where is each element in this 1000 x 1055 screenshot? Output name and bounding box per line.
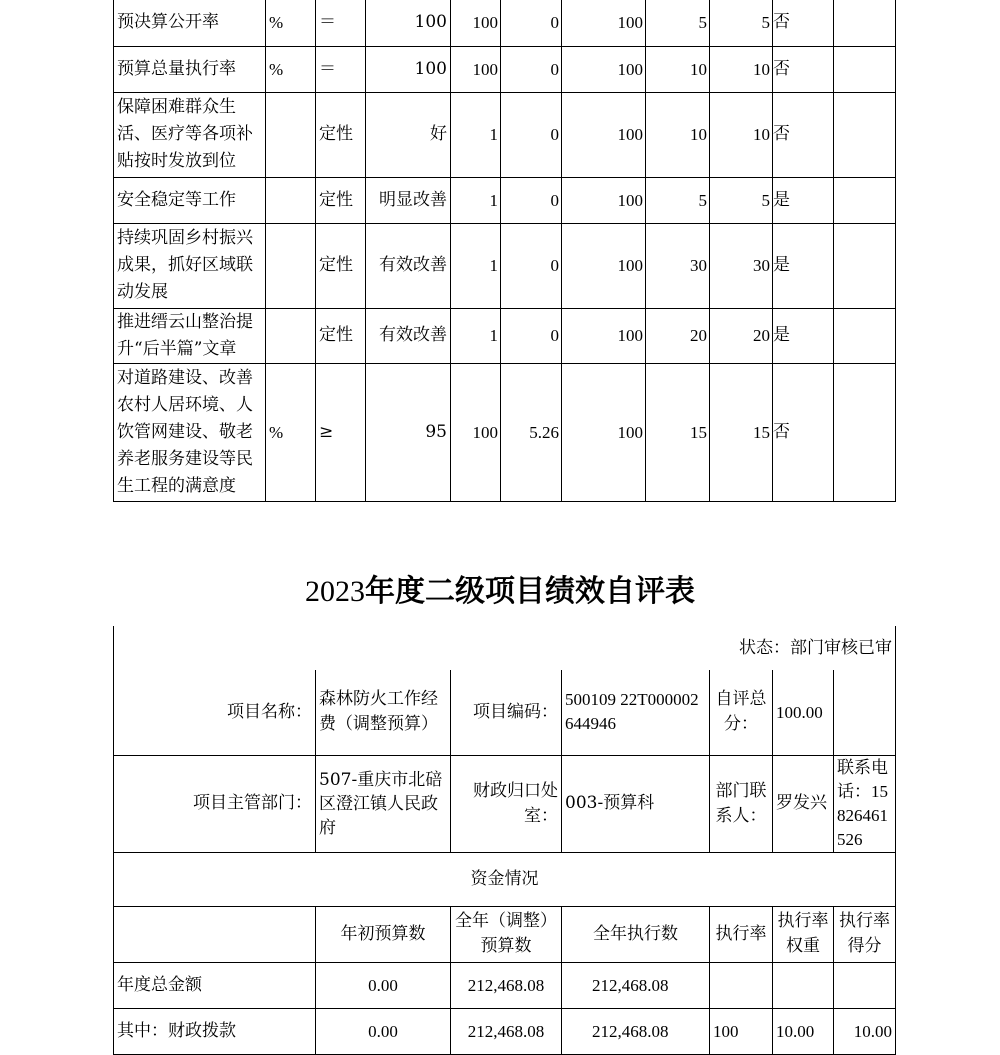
cell-weight: 15: [646, 363, 710, 501]
cell-weight: 10: [646, 92, 710, 177]
project-code-label: 项目编码：: [451, 670, 562, 755]
cell-score: 10: [710, 92, 773, 177]
cell-rate: 100: [562, 363, 646, 501]
status-text: 状态：部门审核已审: [114, 626, 896, 670]
cell-score: 15: [710, 363, 773, 501]
evaluation-form-table: [113, 626, 896, 1055]
cell-flag: 否: [773, 92, 834, 177]
row-executed: 212,468.08: [562, 1008, 710, 1054]
cell-name: 安全稳定等工作: [114, 177, 266, 223]
phone: 联系电话：15826461526: [834, 755, 896, 852]
cell-name: 预算总量执行率: [114, 46, 266, 92]
dept: 507-重庆市北碚区澄江镇人民政府: [316, 755, 451, 852]
col-executed: 全年执行数: [562, 906, 710, 962]
table-row: [114, 962, 896, 1008]
row-executed: 212,468.08: [562, 962, 710, 1008]
cell-weight: 5: [646, 177, 710, 223]
cell-score: 5: [710, 0, 773, 46]
cell-unit: [266, 177, 316, 223]
row-score: 10.00: [834, 1008, 896, 1054]
cell-weight: 10: [646, 46, 710, 92]
contact-label: 部门联系人：: [710, 755, 773, 852]
cell-empty: [834, 308, 896, 363]
self-score: 100.00: [773, 670, 834, 755]
funds-header: 资金情况: [114, 852, 896, 906]
cell-rate: 100: [562, 92, 646, 177]
cell-flag: 否: [773, 0, 834, 46]
cell-target: 有效改善: [366, 223, 451, 308]
cell-flag: 是: [773, 177, 834, 223]
cell-unit: %: [266, 363, 316, 501]
cell-rate: 100: [562, 46, 646, 92]
cell-unit: [266, 308, 316, 363]
cell-deviation: 0: [501, 92, 562, 177]
cell-unit: [266, 92, 316, 177]
project-name: 森林防火工作经费（调整预算）: [316, 670, 451, 755]
cell-unit: %: [266, 0, 316, 46]
row-label: 年度总金额: [114, 962, 316, 1008]
cell-name: 对道路建设、改善农村人居环境、人饮管网建设、敬老养老服务建设等民生工程的满意度: [114, 363, 266, 501]
cell-actual: 1: [451, 308, 501, 363]
cell-op: 定性: [316, 92, 366, 177]
contact: 罗发兴: [773, 755, 834, 852]
row-label: 其中：财政拨款: [114, 1008, 316, 1054]
cell-name: 保障困难群众生活、医疗等各项补贴按时发放到位: [114, 92, 266, 177]
row-initial: 0.00: [316, 962, 451, 1008]
cell-empty: [834, 0, 896, 46]
row-rate: 100: [710, 1008, 773, 1054]
cell-score: 5: [710, 177, 773, 223]
cell-score: 10: [710, 46, 773, 92]
cell-weight: 30: [646, 223, 710, 308]
cell-unit: [266, 223, 316, 308]
row-adjusted: 212,468.08: [451, 1008, 562, 1054]
cell-rate: 100: [562, 177, 646, 223]
cell-flag: 否: [773, 46, 834, 92]
cell-op: 定性: [316, 223, 366, 308]
cell-flag: 是: [773, 308, 834, 363]
cell-deviation: 0: [501, 0, 562, 46]
col-score: 执行率得分: [834, 906, 896, 962]
table-row: [114, 1008, 896, 1054]
self-score-label: 自评总分：: [710, 670, 773, 755]
cell-target: 100: [366, 46, 451, 92]
cell-actual: 1: [451, 223, 501, 308]
cell-op: 定性: [316, 308, 366, 363]
cell-target: 95: [366, 363, 451, 501]
cell-deviation: 0: [501, 177, 562, 223]
cell-actual: 100: [451, 0, 501, 46]
finance: 003-预算科: [562, 755, 710, 852]
cell-rate: 100: [562, 223, 646, 308]
col-weight: 执行率权重: [773, 906, 834, 962]
project-code: 500109 22T000002644946: [562, 670, 710, 755]
form-title: 2023年度二级项目绩效自评表: [305, 574, 695, 609]
cell-deviation: 0: [501, 223, 562, 308]
table-row: [114, 0, 896, 46]
cell-target: 100: [366, 0, 451, 46]
table-row: [114, 92, 896, 177]
cell-empty: [834, 223, 896, 308]
cell-score: 30: [710, 223, 773, 308]
phone-label: 联系电话：: [837, 757, 888, 801]
cell-target: 有效改善: [366, 308, 451, 363]
cell-op: 定性: [316, 177, 366, 223]
dept-label: 项目主管部门：: [114, 755, 316, 852]
row-weight: 10.00: [773, 1008, 834, 1054]
project-name-label: 项目名称：: [114, 670, 316, 755]
cell-weight: 20: [646, 308, 710, 363]
finance-label: 财政归口处室：: [451, 755, 562, 852]
cell-actual: 1: [451, 177, 501, 223]
row-adjusted: 212,468.08: [451, 962, 562, 1008]
cell-empty: [834, 92, 896, 177]
row-rate: [710, 962, 773, 1008]
table-row: [114, 363, 896, 501]
cell-empty: [834, 177, 896, 223]
table-row: [114, 46, 896, 92]
cell-rate: 100: [562, 0, 646, 46]
row-initial: 0.00: [316, 1008, 451, 1054]
cell-name: 推进缙云山整治提升“后半篇”文章: [114, 308, 266, 363]
cell-op: ≥: [316, 363, 366, 501]
cell-actual: 100: [451, 363, 501, 501]
row-score: [834, 962, 896, 1008]
cell-target: 好: [366, 92, 451, 177]
cell-score: 20: [710, 308, 773, 363]
indicator-table: [113, 0, 896, 502]
cell-weight: 5: [646, 0, 710, 46]
col-initial: 年初预算数: [316, 906, 451, 962]
cell-empty: [834, 46, 896, 92]
cell-rate: 100: [562, 308, 646, 363]
cell-deviation: 0: [501, 46, 562, 92]
row-weight: [773, 962, 834, 1008]
cell-empty: [834, 363, 896, 501]
cell-op: ＝: [316, 0, 366, 46]
cell-name: 持续巩固乡村振兴成果，抓好区域联动发展: [114, 223, 266, 308]
cell-target: 明显改善: [366, 177, 451, 223]
cell-flag: 否: [773, 363, 834, 501]
cell-actual: 100: [451, 46, 501, 92]
table-row: [114, 177, 896, 223]
table-row: [114, 308, 896, 363]
cell-name: 预决算公开率: [114, 0, 266, 46]
col-rate: 执行率: [710, 906, 773, 962]
cell-unit: %: [266, 46, 316, 92]
cell-deviation: 0: [501, 308, 562, 363]
cell-actual: 1: [451, 92, 501, 177]
col-adjusted: 全年（调整）预算数: [451, 906, 562, 962]
cell-flag: 是: [773, 223, 834, 308]
table-row: [114, 223, 896, 308]
cell-deviation: 5.26: [501, 363, 562, 501]
cell-op: ＝: [316, 46, 366, 92]
